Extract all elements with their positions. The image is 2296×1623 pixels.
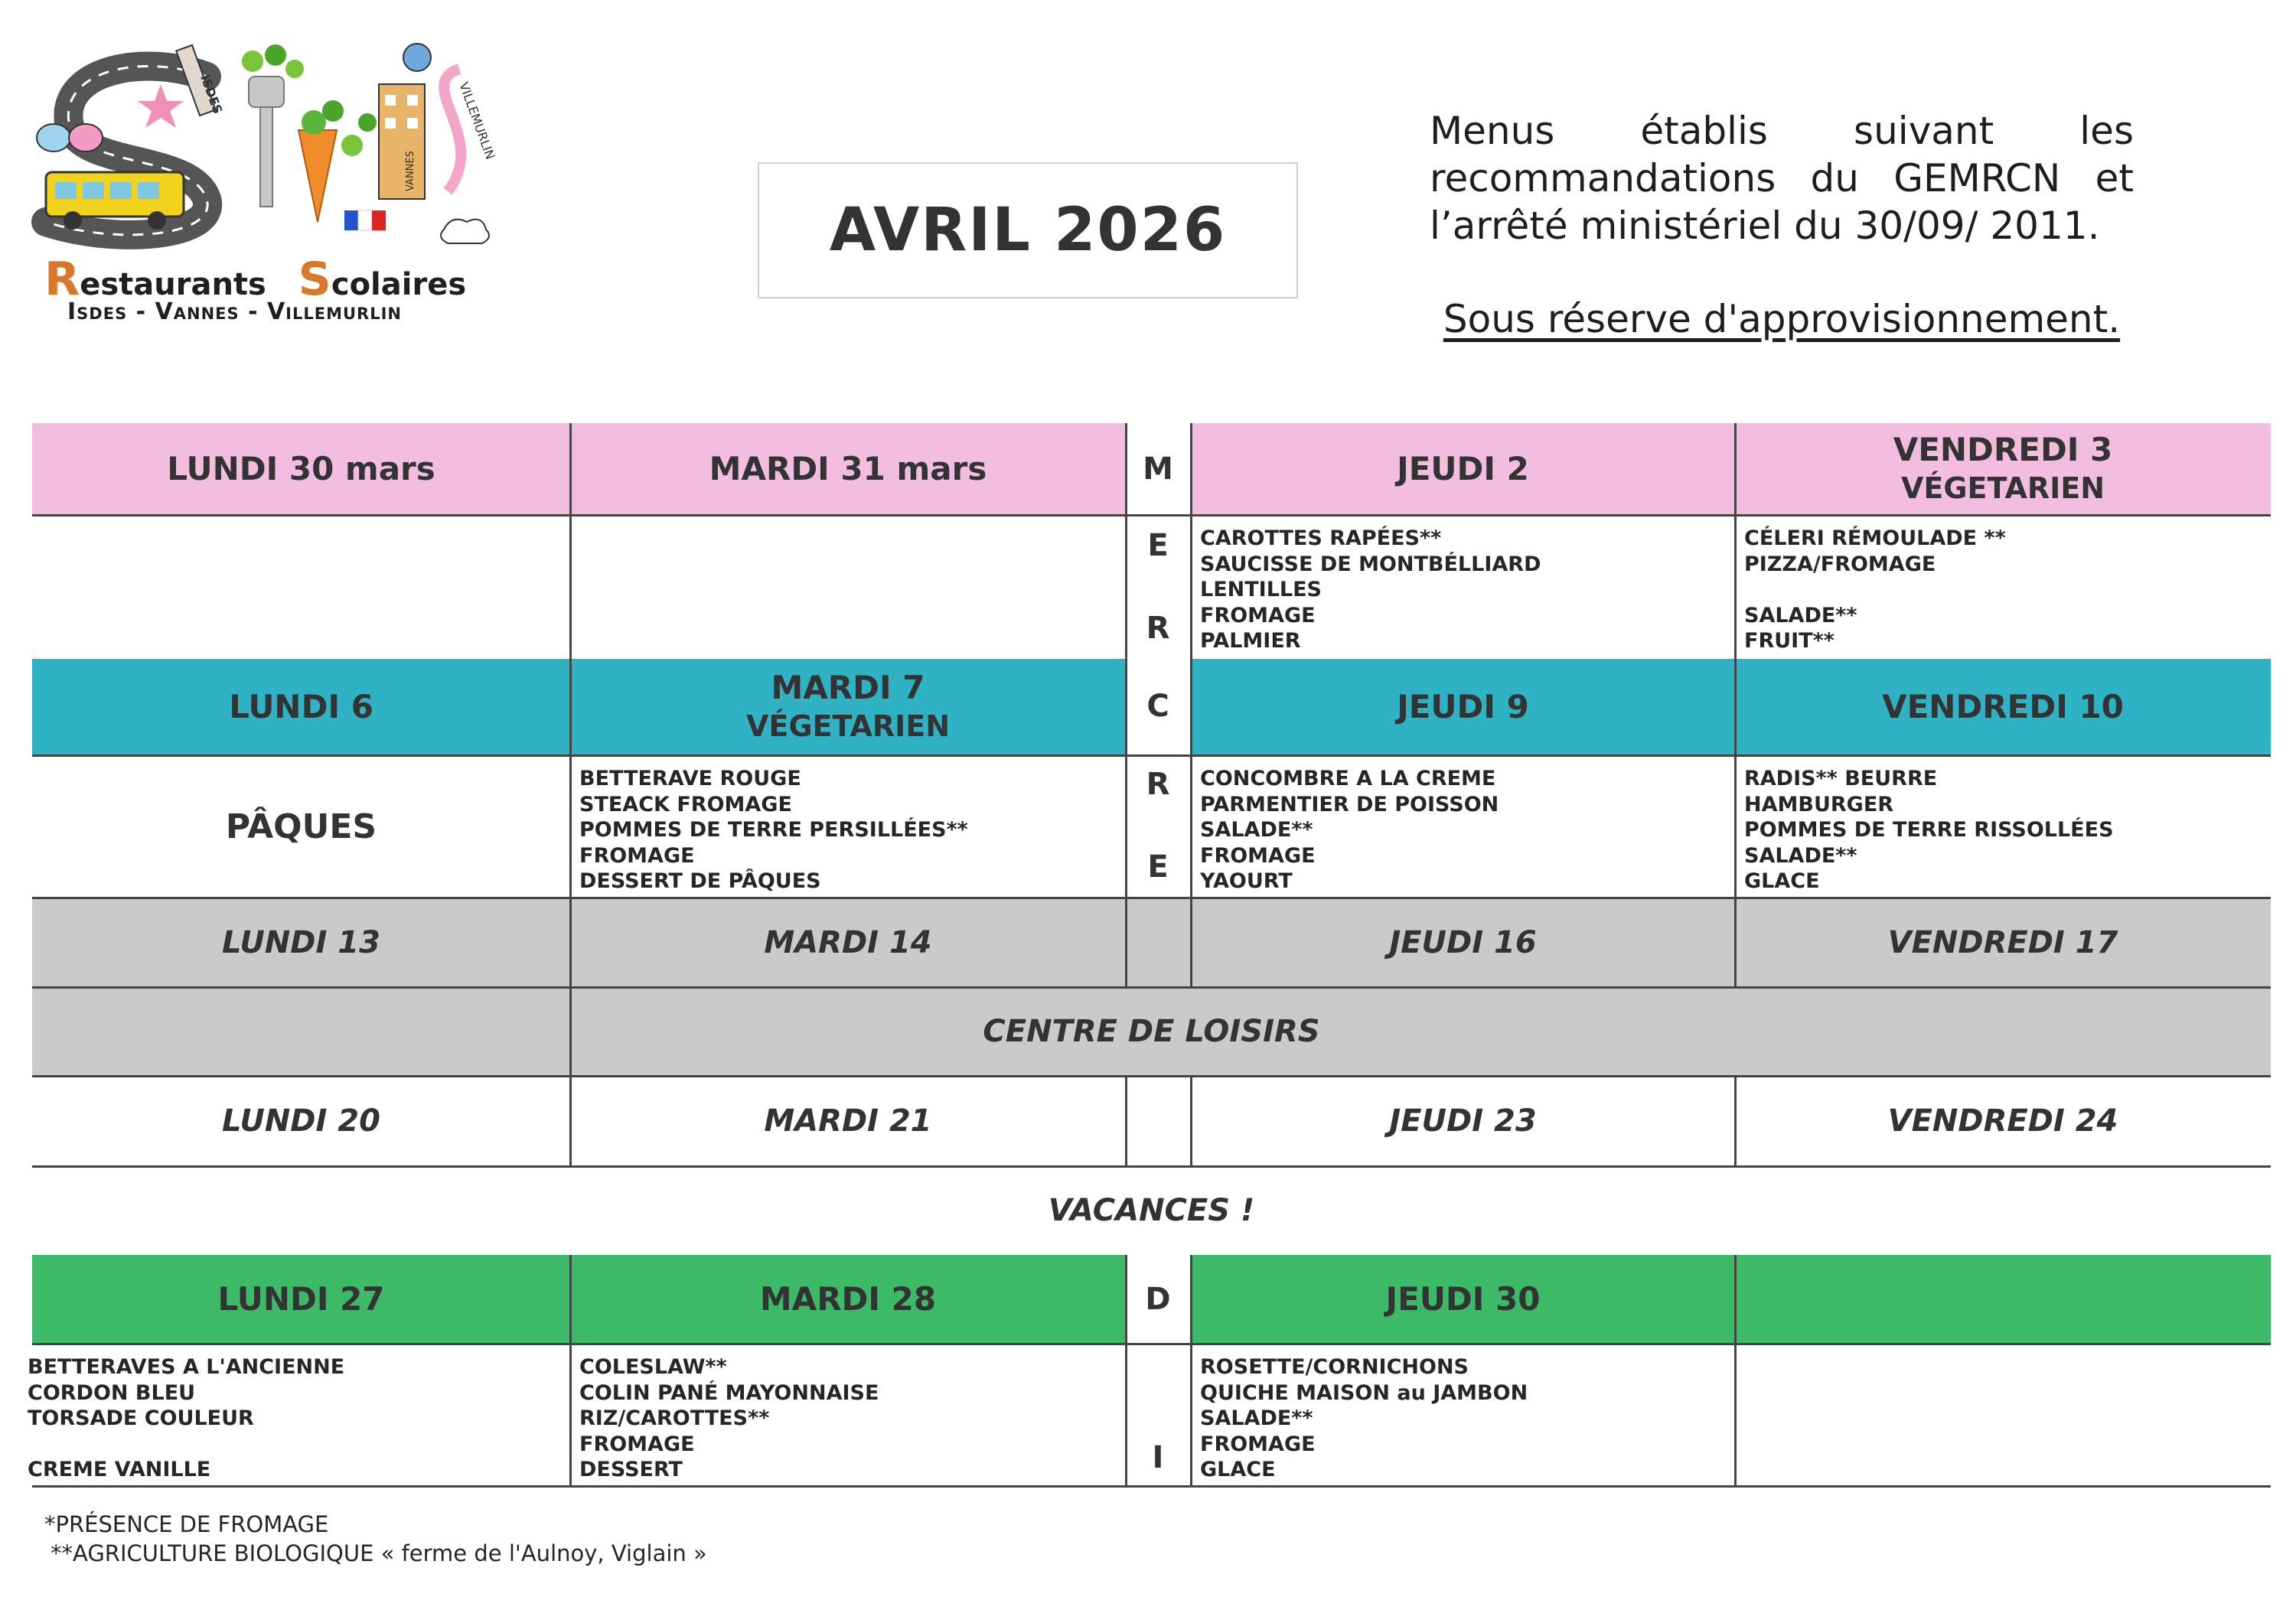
menu-item: BETTERAVES A L'ANCIENNE	[28, 1355, 345, 1379]
grid-line	[32, 514, 2271, 517]
mercredi-letter: C	[1146, 689, 1169, 724]
week1-jeudi-header: JEUDI 2	[1397, 450, 1529, 487]
menu-item: HAMBURGER	[1744, 792, 1894, 816]
menu-item: GLACE	[1744, 869, 1820, 893]
week2-lundi-header: LUNDI 6	[229, 688, 373, 725]
header-note-line1: Menus établis suivant les	[1430, 109, 2134, 153]
mercredi-letter: E	[1147, 849, 1169, 885]
supply-reserve-note: Sous réserve d'approvisionnement.	[1443, 297, 2121, 341]
footnote-organic: **AGRICULTURE BIOLOGIQUE « ferme de l'Aulnoy, Viglain »	[51, 1540, 707, 1566]
centre-de-loisirs-banner: CENTRE DE LOISIRS	[32, 987, 2271, 1076]
grid-line	[1190, 1255, 1192, 1486]
grid-line	[32, 1165, 2271, 1168]
menu-item: PIZZA/FROMAGE	[1744, 552, 1936, 576]
week3-lundi-header: LUNDI 13	[222, 924, 380, 960]
week4-vendredi-header: VENDREDI 24	[1887, 1103, 2118, 1139]
menu-item: POMMES DE TERRE PERSILLÉES**	[579, 818, 968, 842]
week3-mardi-header: MARDI 14	[764, 924, 932, 960]
menu-item: CREME VANILLE	[28, 1458, 211, 1481]
grid-line	[1734, 1076, 1737, 1166]
week5-mardi-menu	[570, 1344, 1126, 1486]
week3-jeudi-header: JEUDI 16	[1389, 924, 1537, 960]
menu-item: CONCOMBRE A LA CREME	[1200, 767, 1496, 790]
logo-restaurants-scolaires: Restaurants Scolaires	[44, 253, 467, 306]
menu-item: QUICHE MAISON au JAMBON	[1200, 1380, 1528, 1405]
grid-line	[32, 1075, 2271, 1077]
footnote-cheese: *PRÉSENCE DE FROMAGE	[44, 1511, 329, 1537]
menu-item: SALADE**	[1744, 843, 1857, 868]
grid-line	[32, 754, 2271, 757]
header-note-line2: recommandations du GEMRCN et	[1430, 156, 2134, 200]
week1-mardi-header: MARDI 31 mars	[709, 450, 987, 487]
week2-vendredi-menu	[1735, 755, 2271, 898]
menu-item: RIZ/CAROTTES**	[579, 1406, 770, 1430]
week1-vendredi-header: VENDREDI 3 VÉGETARIEN	[1893, 431, 2113, 505]
grid-line	[32, 986, 2271, 989]
week1-jeudi-menu	[1191, 515, 1735, 659]
mercredi-letter: I	[1152, 1440, 1164, 1475]
mercredi-letter: E	[1147, 528, 1169, 563]
menu-item: SALADE**	[1744, 603, 1857, 627]
menu-item: COLESLAW**	[579, 1355, 727, 1379]
logo-sign-text: ISDES	[197, 72, 226, 116]
grid-line	[1125, 1076, 1127, 1166]
menu-item: DESSERT	[579, 1458, 683, 1481]
mercredi-letter: R	[1146, 611, 1170, 646]
logo-building-text: VANNES	[405, 151, 416, 191]
week5-jeudi-menu	[1191, 1344, 1735, 1486]
menu-item: TORSADE COULEUR	[28, 1406, 254, 1430]
menu-item: LENTILLES	[1200, 578, 1322, 601]
menu-item: FROMAGE	[579, 843, 695, 868]
menu-item: PALMIER	[1200, 629, 1301, 653]
menu-item: FROMAGE	[1200, 603, 1316, 627]
mercredi-letter: R	[1146, 767, 1170, 802]
menu-item: BETTERAVE ROUGE	[579, 767, 801, 790]
week2-mardi-header: MARDI 7 VÉGETARIEN	[745, 669, 951, 743]
week5-lundi-menu	[21, 1344, 570, 1486]
week4-jeudi-header: JEUDI 23	[1389, 1103, 1537, 1139]
month-title: AVRIL 2026	[829, 196, 1227, 265]
grid-line	[1190, 423, 1192, 987]
grid-line	[1734, 423, 1737, 987]
menu-item: CÉLERI RÉMOULADE **	[1744, 526, 2006, 550]
mercredi-letter: D	[1145, 1282, 1171, 1317]
mercredi-letter: M	[1143, 451, 1173, 487]
menu-item: SALADE**	[1200, 818, 1313, 842]
week5-lundi-header: LUNDI 27	[217, 1280, 385, 1318]
week1-lundi-header: LUNDI 30 mars	[167, 450, 435, 487]
menu-item: SALADE**	[1200, 1406, 1313, 1430]
grid-line	[1125, 423, 1127, 987]
week4-lundi-header: LUNDI 20	[222, 1103, 380, 1139]
logo-curve-text: VILLEMURLIN	[456, 80, 498, 161]
grid-line	[32, 897, 2271, 899]
menu-item: CORDON BLEU	[28, 1380, 196, 1405]
vacances-banner: VACANCES !	[1048, 1193, 1255, 1228]
grid-line	[1734, 1255, 1737, 1486]
week2-vendredi-header: VENDREDI 10	[1882, 688, 2124, 725]
week5-jeudi-header: JEUDI 30	[1385, 1280, 1541, 1318]
menu-item: FROMAGE	[579, 1432, 695, 1456]
menu-item: POMMES DE TERRE RISSOLLÉES	[1744, 818, 2114, 842]
menu-item: FRUIT**	[1744, 629, 1835, 653]
grid-line	[1125, 1255, 1127, 1486]
week2-jeudi-menu	[1191, 755, 1735, 898]
menu-item: SAUCISSE DE MONTBÉLLIARD	[1200, 552, 1541, 576]
week1-vendredi-menu	[1735, 515, 2271, 659]
menu-item: DESSERT DE PÂQUES	[579, 869, 821, 893]
week2-jeudi-header: JEUDI 9	[1397, 688, 1529, 725]
menu-item: CAROTTES RAPÉES**	[1200, 526, 1442, 550]
grid-line	[32, 1343, 2271, 1345]
week5-mardi-header: MARDI 28	[759, 1280, 937, 1318]
menu-item: PARMENTIER DE POISSON	[1200, 792, 1499, 816]
week2-lundi-holiday: PÂQUES	[225, 807, 377, 846]
menu-item: STEACK FROMAGE	[579, 792, 792, 816]
menu-item: COLIN PANÉ MAYONNAISE	[579, 1380, 879, 1405]
week2-mardi-menu	[570, 755, 1126, 898]
grid-line	[1190, 1076, 1192, 1166]
header-note-line3: l’arrêté ministériel du 30/09/ 2011.	[1430, 204, 2100, 248]
header-note	[1430, 107, 2134, 249]
menu-item: ROSETTE/CORNICHONS	[1200, 1355, 1469, 1379]
week3-vendredi-header: VENDREDI 17	[1887, 924, 2118, 960]
grid-line	[32, 1485, 2271, 1488]
menu-item: FROMAGE	[1200, 1432, 1316, 1456]
siris-logo	[31, 38, 498, 329]
menu-item: RADIS** BEURRE	[1744, 767, 1938, 790]
grid-line	[569, 1255, 572, 1486]
week4-mardi-header: MARDI 21	[764, 1103, 932, 1139]
menu-item: YAOURT	[1200, 869, 1293, 893]
logo-illustration	[31, 38, 498, 260]
logo-towns: Isdes - Vannes - Villemurlin	[67, 298, 402, 325]
grid-line	[569, 423, 572, 1165]
month-title-box	[758, 162, 1298, 298]
menu-item: GLACE	[1200, 1458, 1276, 1481]
menu-item: FROMAGE	[1200, 843, 1316, 868]
